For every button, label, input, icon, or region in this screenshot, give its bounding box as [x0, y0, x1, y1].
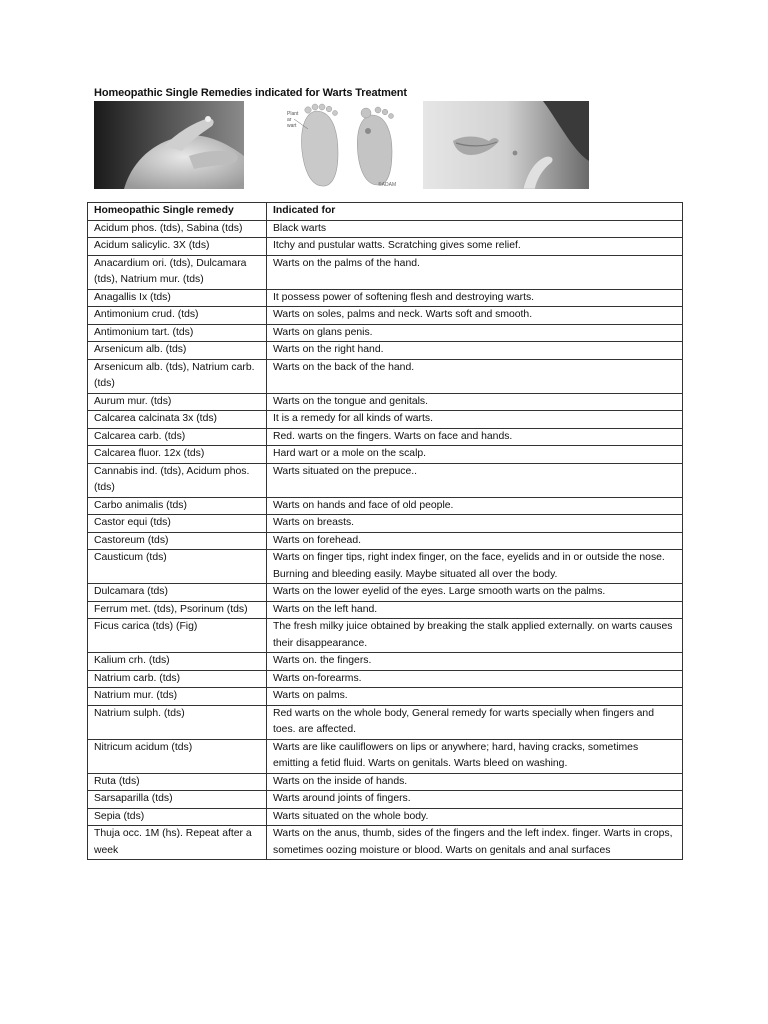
table-row: [88, 550, 683, 584]
remedy-cell: Calcarea carb. (tds): [88, 428, 267, 446]
indication-cell: Warts on the left hand.: [267, 601, 683, 619]
table-row: [88, 532, 683, 550]
indication-cell: It is a remedy for all kinds of warts.: [267, 411, 683, 429]
table-row: [88, 324, 683, 342]
remedy-cell: Dulcamara (tds): [88, 584, 267, 602]
table-row: [88, 342, 683, 360]
remedy-cell: Anacardium ori. (tds), Dulcamara (tds), Natrium mur. (tds): [88, 255, 267, 289]
table-row: [88, 515, 683, 533]
table-row: [88, 393, 683, 411]
indication-cell: Warts on breasts.: [267, 515, 683, 533]
indication-cell: Warts on the back of the hand.: [267, 359, 683, 393]
foot-illustration: [286, 101, 404, 189]
remedy-cell: Natrium mur. (tds): [88, 688, 267, 706]
hand-photo: [94, 101, 244, 189]
table-row: [88, 653, 683, 671]
table-header-row: [88, 203, 683, 221]
indication-cell: Warts on the tongue and genitals.: [267, 393, 683, 411]
remedy-cell: Calcarea calcinata 3x (tds): [88, 411, 267, 429]
foot-illustration-credit: ®ADAM: [378, 182, 397, 188]
indication-cell: Warts situated on the whole body.: [267, 808, 683, 826]
indication-cell: Warts situated on the prepuce..: [267, 463, 683, 497]
remedy-cell: Kalium crh. (tds): [88, 653, 267, 671]
table-row: [88, 307, 683, 325]
remedy-cell: Castoreum (tds): [88, 532, 267, 550]
table-row: [88, 497, 683, 515]
indication-cell: Black warts: [267, 220, 683, 238]
header-remedy: Homeopathic Single remedy: [88, 203, 267, 221]
remedies-table: [87, 202, 683, 860]
indication-cell: Red. warts on the fingers. Warts on face and hands.: [267, 428, 683, 446]
indication-cell: Warts are like cauliflowers on lips or anywhere; hard, having cracks, sometimes emitting a fetid fluid. Warts on genitals. Warts bleed on washing.: [267, 739, 683, 773]
table-row: [88, 289, 683, 307]
indication-cell: Warts on finger tips, right index finger, on the face, eyelids and in or outside the nose. Burning and bleeding easily. Maybe situated all over the body.: [267, 550, 683, 584]
lips-photo: [423, 101, 589, 189]
table-row: [88, 428, 683, 446]
remedy-cell: Acidum salicylic. 3X (tds): [88, 238, 267, 256]
indication-cell: Warts on the right hand.: [267, 342, 683, 360]
remedy-cell: Nitricum acidum (tds): [88, 739, 267, 773]
table-row: [88, 619, 683, 653]
table-row: [88, 773, 683, 791]
indication-cell: Warts on palms.: [267, 688, 683, 706]
indication-cell: Warts on the anus, thumb, sides of the fingers and the left index. finger. Warts in crops, sometimes oozing moisture or blood. Warts on genitals and anal surfaces: [267, 826, 683, 860]
remedy-cell: Ficus carica (tds) (Fig): [88, 619, 267, 653]
remedy-cell: Ferrum met. (tds), Psorinum (tds): [88, 601, 267, 619]
table-row: [88, 808, 683, 826]
indication-cell: Warts on the inside of hands.: [267, 773, 683, 791]
remedy-cell: Arsenicum alb. (tds): [88, 342, 267, 360]
remedy-cell: Causticum (tds): [88, 550, 267, 584]
table-row: [88, 688, 683, 706]
indication-cell: Warts on-forearms.: [267, 670, 683, 688]
remedy-cell: Antimonium tart. (tds): [88, 324, 267, 342]
table-row: [88, 411, 683, 429]
table-row: [88, 584, 683, 602]
table-row: [88, 255, 683, 289]
table-row: [88, 220, 683, 238]
table-row: [88, 359, 683, 393]
remedy-cell: Sepia (tds): [88, 808, 267, 826]
table-row: [88, 739, 683, 773]
remedy-cell: Sarsaparilla (tds): [88, 791, 267, 809]
remedy-cell: Anagallis Ix (tds): [88, 289, 267, 307]
indication-cell: Warts around joints of fingers.: [267, 791, 683, 809]
remedy-cell: Acidum phos. (tds), Sabina (tds): [88, 220, 267, 238]
indication-cell: Warts on hands and face of old people.: [267, 497, 683, 515]
indication-cell: Red warts on the whole body, General remedy for warts specially when fingers and toes. are affected.: [267, 705, 683, 739]
remedy-cell: Natrium carb. (tds): [88, 670, 267, 688]
indication-cell: The fresh milky juice obtained by breaking the stalk applied externally. on warts causes their disappearance.: [267, 619, 683, 653]
remedy-cell: Thuja occ. 1M (hs). Repeat after a week: [88, 826, 267, 860]
document-title: Homeopathic Single Remedies indicated for Warts Treatment: [94, 87, 407, 99]
header-indication: Indicated for: [267, 203, 683, 221]
remedy-cell: Calcarea fluor. 12x (tds): [88, 446, 267, 464]
indication-cell: Warts on forehead.: [267, 532, 683, 550]
remedy-cell: Castor equi (tds): [88, 515, 267, 533]
indication-cell: Itchy and pustular watts. Scratching gives some relief.: [267, 238, 683, 256]
remedy-cell: Antimonium crud. (tds): [88, 307, 267, 325]
table-row: [88, 446, 683, 464]
table-row: [88, 238, 683, 256]
remedy-cell: Cannabis ind. (tds), Acidum phos. (tds): [88, 463, 267, 497]
indication-cell: Warts on soles, palms and neck. Warts soft and smooth.: [267, 307, 683, 325]
indication-cell: Warts on the palms of the hand.: [267, 255, 683, 289]
indication-cell: Warts on glans penis.: [267, 324, 683, 342]
indication-cell: It possess power of softening flesh and destroying warts.: [267, 289, 683, 307]
remedy-cell: Ruta (tds): [88, 773, 267, 791]
table-row: [88, 791, 683, 809]
remedy-cell: Carbo animalis (tds): [88, 497, 267, 515]
table-row: [88, 670, 683, 688]
foot-illustration-caption: Plantar wart: [287, 111, 299, 129]
indication-cell: Warts on. the fingers.: [267, 653, 683, 671]
table-row: [88, 463, 683, 497]
table-row: [88, 826, 683, 860]
indication-cell: Warts on the lower eyelid of the eyes. Large smooth warts on the palms.: [267, 584, 683, 602]
remedy-cell: Aurum mur. (tds): [88, 393, 267, 411]
table-row: [88, 705, 683, 739]
remedy-cell: Natrium sulph. (tds): [88, 705, 267, 739]
indication-cell: Hard wart or a mole on the scalp.: [267, 446, 683, 464]
table-row: [88, 601, 683, 619]
remedy-cell: Arsenicum alb. (tds), Natrium carb. (tds): [88, 359, 267, 393]
